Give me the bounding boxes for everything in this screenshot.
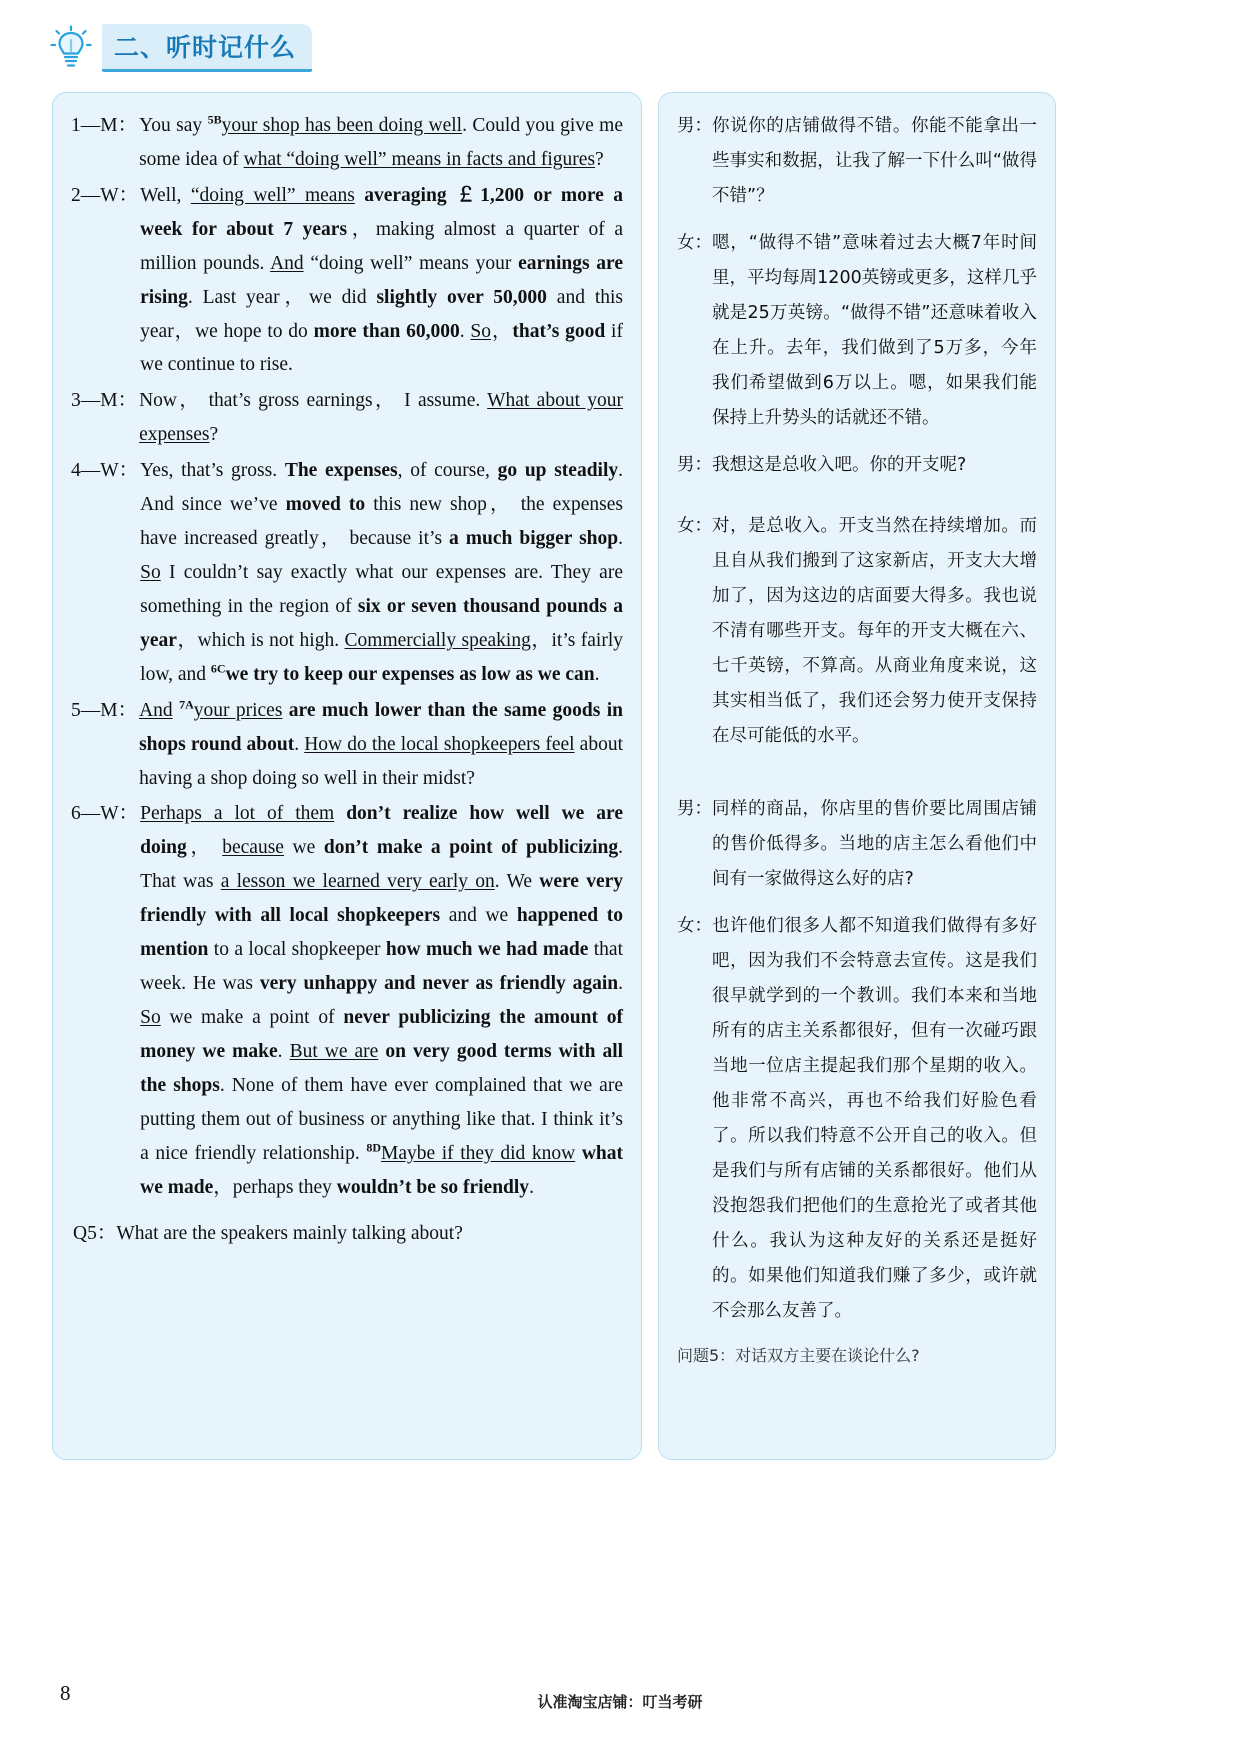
vertical-spacer <box>677 766 1037 792</box>
dialogue-text-en: And $^{7A}$your prices are much lower than the same goods in shops round about. How do the local shopkeepers feel about having a shop doing so well in their midst? <box>139 697 624 789</box>
dialogue-text-zh: 你说你的店铺做得不错。你能不能拿出一些事实和数据，让我了解一下什么叫“做得不错”？ <box>712 116 1037 206</box>
chinese-question: 问题5：对话双方主要在谈论什么? <box>677 1346 920 1365</box>
dialogue-text-zh: 对，是总收入。开支当然在持续增加。而且自从我们搬到了这家新店，开支大大增加了，因为这边的店面要大得多。我也说不清有哪些开支。每年的开支大概在六、七千英镑，不算高。从商业角度来说，这其实相当低了，我们还会努力使开支保持在尽可能低的水平。 <box>712 516 1037 746</box>
chinese-dialogue-list <box>677 109 1037 1329</box>
dialogue-text-en: You say $^{5B}$your shop has been doing well. Could you give me some idea of what “doing well” means in facts and figures? <box>139 112 624 170</box>
chinese-translation-panel <box>658 92 1056 1460</box>
speaker-label-en: 2—W： <box>71 184 139 206</box>
dialogue-line-zh <box>677 509 1037 754</box>
speaker-label-zh: 女： <box>677 516 712 536</box>
dialogue-line-en <box>71 694 623 796</box>
english-transcript-panel <box>52 92 642 1460</box>
speaker-label-zh: 男： <box>677 116 712 136</box>
dialogue-line-en <box>71 384 623 452</box>
speaker-label-zh: 男： <box>677 455 712 475</box>
page-number: 8 <box>60 1681 71 1705</box>
dialogue-line-zh <box>677 109 1037 214</box>
lightbulb-icon <box>50 24 92 72</box>
english-dialogue-list <box>71 109 623 1205</box>
speaker-label-zh: 女： <box>677 916 712 936</box>
speaker-label-zh: 女： <box>677 233 712 253</box>
vertical-spacer <box>677 495 1037 509</box>
dialogue-text-zh: 也许他们很多人都不知道我们做得有多好吧，因为我们不会特意去宣传。这是我们很早就学到的一个教训。我们本来和当地所有的店主关系都很好，但有一次碰巧跟当地一位店主提起我们那个星期的收入。他非常不高兴，再也不给我们好脸色看了。所以我们特意不公开自己的收入。但是我们与所有店铺的关系都很好。他们从没抱怨我们把他们的生意抢光了或者其他什么。我认为这种友好的关系还是挺好的。如果他们知道我们赚了多少，或许就不会那么友善了。 <box>712 916 1037 1321</box>
footer-note: 认准淘宝店铺：叮当考研 <box>537 1693 703 1711</box>
speaker-label-en: 5—M： <box>71 699 138 721</box>
dialogue-text-zh: 嗯，“做得不错”意味着过去大概7年时间里，平均每周1200英镑或更多，这样几乎就是25万英镑。“做得不错”还意味着收入在上升。去年，我们做到了5万多，今年我们希望做到6万以上。嗯，如果我们能保持上升势头的话就还不错。 <box>712 233 1037 428</box>
dialogue-line-zh <box>677 792 1037 897</box>
speaker-label-en: 6—W： <box>71 803 139 825</box>
speaker-label-en: 4—W： <box>71 460 139 482</box>
page-header <box>50 24 312 72</box>
dialogue-text-en: Yes, that’s gross. The expenses, of course, go up steadily. And since we’ve moved to this new shop， the expenses have increased greatly， because it’s a much bigger shop. So I couldn’t say exactly what our expenses are. They are something in the region of six or seven thousand pounds a year，which is not high. Commercially speaking，it’s fairly low, and $^{6C}$we try to keep our expenses as low as we can. <box>140 460 623 685</box>
dialogue-line-en <box>71 797 623 1204</box>
dialogue-line-en <box>71 179 623 383</box>
english-question: Q5：What are the speakers mainly talking about? <box>73 1222 463 1244</box>
dialogue-line-en <box>71 454 623 691</box>
speaker-label-en: 1—M： <box>71 115 138 136</box>
page-title: 二、听时记什么 <box>114 33 297 62</box>
dialogue-text-en: Perhaps a lot of them don’t realize how well we are doing， because we don’t make a point of publicizing. That was a lesson we learned very early on. We were very friendly with all local shopkeepers and we happened to mention to a local shopkeeper how much we had made that week. He was very unhappy and never as friendly again. So we make a point of never publicizing the amount of money we make. But we are on very good terms with all the shops. None of them have ever complained that we are putting them out of business or anything like that. I think it’s a nice friendly relationship. $^{8D}$Maybe if they did know what we made，perhaps they wouldn’t be so friendly. <box>140 803 624 1198</box>
speaker-label-zh: 男： <box>677 799 712 819</box>
dialogue-line-zh <box>677 909 1037 1329</box>
dialogue-text-en: Now， that’s gross earnings， I assume. What about your expenses? <box>139 390 623 446</box>
dialogue-line-zh <box>677 226 1037 436</box>
dialogue-line-zh <box>677 448 1037 483</box>
section-title-container <box>102 24 312 72</box>
dialogue-text-zh: 同样的商品，你店里的售价要比周围店铺的售价低得多。当地的店主怎么看他们中间有一家做得这么好的店? <box>712 799 1037 889</box>
dialogue-line-en <box>71 109 623 177</box>
speaker-label-en: 3—M： <box>71 390 138 412</box>
dialogue-text-en: Well, “doing well” means averaging ￡1,200 or more a week for about 7 years，making almost a quarter of a million pounds. And “doing well” means your earnings are rising. Last year，we did slightly over 50,000 and this year，we hope to do more than 60,000. So，that’s good if we continue to rise. <box>140 184 624 376</box>
dialogue-text-zh: 我想这是总收入吧。你的开支呢? <box>712 455 967 475</box>
